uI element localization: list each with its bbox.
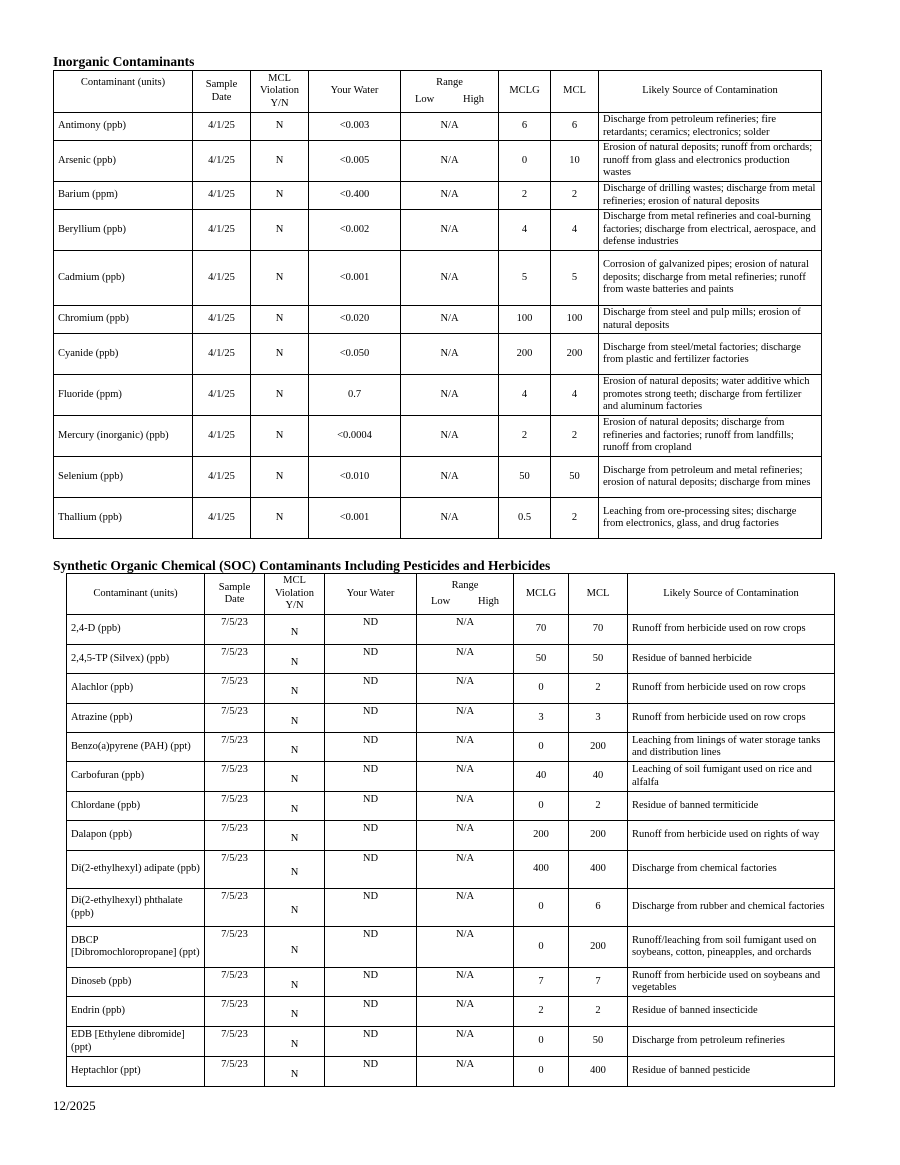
cell-sample-date: 7/5/23 [205, 645, 265, 674]
cell-your-water: ND [325, 733, 417, 762]
inorganic-contaminants-table [53, 70, 822, 539]
cell-source: Runoff from herbicide used on row crops [628, 674, 835, 704]
cell-mcl-violation: N [251, 457, 309, 498]
cell-your-water: <0.002 [309, 210, 401, 251]
table-header-row [67, 574, 835, 615]
cell-range: N/A [401, 334, 499, 375]
cell-mcl-violation: N [265, 733, 325, 762]
header-your-water: Your Water [325, 574, 417, 615]
cell-range: N/A [417, 733, 514, 762]
table-row [54, 334, 822, 375]
table-row [54, 457, 822, 498]
table-row [54, 210, 822, 251]
cell-source: Residue of banned pesticide [628, 1057, 835, 1087]
cell-mcl: 6 [551, 113, 599, 141]
header-mcl: MCL [551, 71, 599, 113]
cell-mcl: 3 [569, 704, 628, 733]
cell-mcl-violation: N [251, 416, 309, 457]
cell-mcl: 50 [551, 457, 599, 498]
cell-contaminant: Benzo(a)pyrene (PAH) (ppt) [67, 733, 205, 762]
cell-sample-date: 7/5/23 [205, 615, 265, 645]
cell-sample-date: 4/1/25 [193, 210, 251, 251]
cell-sample-date: 4/1/25 [193, 334, 251, 375]
cell-sample-date: 7/5/23 [205, 889, 265, 927]
cell-range: N/A [401, 416, 499, 457]
cell-sample-date: 7/5/23 [205, 997, 265, 1027]
cell-sample-date: 4/1/25 [193, 416, 251, 457]
cell-mclg: 0 [514, 792, 569, 821]
cell-range: N/A [417, 821, 514, 851]
range-low-label: Low [415, 93, 435, 105]
table-row [67, 733, 835, 762]
cell-mcl: 200 [569, 733, 628, 762]
cell-sample-date: 4/1/25 [193, 375, 251, 416]
cell-mcl-violation: N [251, 141, 309, 182]
cell-mcl: 4 [551, 210, 599, 251]
cell-mclg: 3 [514, 704, 569, 733]
cell-mcl: 50 [569, 1027, 628, 1057]
cell-sample-date: 4/1/25 [193, 182, 251, 210]
cell-contaminant: Cadmium (ppb) [54, 251, 193, 306]
cell-mclg: 0 [514, 1057, 569, 1087]
cell-sample-date: 4/1/25 [193, 141, 251, 182]
cell-your-water: ND [325, 997, 417, 1027]
cell-mcl-violation: N [251, 210, 309, 251]
cell-your-water: ND [325, 762, 417, 792]
cell-contaminant: Alachlor (ppb) [67, 674, 205, 704]
cell-mcl-violation: N [265, 762, 325, 792]
cell-your-water: <0.0004 [309, 416, 401, 457]
cell-source: Discharge from petroleum refineries [628, 1027, 835, 1057]
cell-contaminant: Selenium (ppb) [54, 457, 193, 498]
cell-contaminant: Carbofuran (ppb) [67, 762, 205, 792]
header-sample-date: Sample Date [193, 71, 251, 113]
cell-mcl-violation: N [265, 1057, 325, 1087]
range-label: Range [436, 77, 463, 88]
cell-source: Residue of banned herbicide [628, 645, 835, 674]
cell-source: Runoff from herbicide used on row crops [628, 615, 835, 645]
cell-mclg: 40 [514, 762, 569, 792]
inorganic-section-title: Inorganic Contaminants [53, 54, 195, 69]
cell-mcl-violation: N [265, 615, 325, 645]
cell-mcl-violation: N [251, 498, 309, 539]
cell-mcl: 70 [569, 615, 628, 645]
cell-mclg: 50 [514, 645, 569, 674]
cell-mcl: 2 [551, 416, 599, 457]
cell-source: Leaching from linings of water storage tanks and distribution lines [628, 733, 835, 762]
cell-mclg: 6 [499, 113, 551, 141]
cell-mcl-violation: N [265, 889, 325, 927]
cell-source: Discharge from steel and pulp mills; erosion of natural deposits [599, 306, 822, 334]
cell-range: N/A [417, 762, 514, 792]
cell-sample-date: 4/1/25 [193, 251, 251, 306]
cell-your-water: <0.020 [309, 306, 401, 334]
cell-sample-date: 7/5/23 [205, 927, 265, 968]
table-row [54, 416, 822, 457]
cell-contaminant: Beryllium (ppb) [54, 210, 193, 251]
cell-sample-date: 4/1/25 [193, 306, 251, 334]
cell-mclg: 100 [499, 306, 551, 334]
table-row [67, 889, 835, 927]
cell-sample-date: 4/1/25 [193, 498, 251, 539]
header-your-water: Your Water [309, 71, 401, 113]
table-row [54, 498, 822, 539]
cell-sample-date: 4/1/25 [193, 457, 251, 498]
table-row [67, 674, 835, 704]
cell-source: Residue of banned insecticide [628, 997, 835, 1027]
table-row [67, 1057, 835, 1087]
cell-mcl: 10 [551, 141, 599, 182]
soc-contaminants-table [66, 573, 835, 1087]
header-contaminant: Contaminant (units) [54, 71, 193, 113]
table-row [67, 997, 835, 1027]
cell-mcl: 2 [569, 997, 628, 1027]
cell-mclg: 0 [514, 927, 569, 968]
cell-range: N/A [401, 210, 499, 251]
cell-your-water: <0.003 [309, 113, 401, 141]
cell-source: Discharge from metal refineries and coal-burning factories; discharge from electrical, aerospace, and defense industries [599, 210, 822, 251]
soc-section-title: Synthetic Organic Chemical (SOC) Contaminants Including Pesticides and Herbicides [53, 558, 551, 573]
range-high-label: High [478, 596, 499, 607]
cell-contaminant: 2,4-D (ppb) [67, 615, 205, 645]
header-source: Likely Source of Contamination [628, 574, 835, 615]
cell-your-water: ND [325, 1027, 417, 1057]
table-row [54, 375, 822, 416]
header-sample-date: Sample Date [205, 574, 265, 615]
cell-mclg: 4 [499, 375, 551, 416]
cell-mcl-violation: N [265, 792, 325, 821]
cell-mclg: 0 [499, 141, 551, 182]
cell-range: N/A [401, 306, 499, 334]
cell-sample-date: 7/5/23 [205, 674, 265, 704]
cell-your-water: ND [325, 889, 417, 927]
cell-source: Erosion of natural deposits; water additive which promotes strong teeth; discharge from fertilizer and aluminum factories [599, 375, 822, 416]
table-row [67, 1027, 835, 1057]
header-mcl-violation: MCL Violation Y/N [265, 574, 325, 615]
cell-mcl: 2 [569, 674, 628, 704]
table-row [54, 182, 822, 210]
cell-mcl-violation: N [251, 375, 309, 416]
header-mclg: MCLG [514, 574, 569, 615]
table-row [67, 645, 835, 674]
cell-source: Residue of banned termiticide [628, 792, 835, 821]
cell-contaminant: 2,4,5-TP (Silvex) (ppb) [67, 645, 205, 674]
header-source: Likely Source of Contamination [599, 71, 822, 113]
cell-contaminant: Di(2-ethylhexyl) phthalate (ppb) [67, 889, 205, 927]
cell-range: N/A [401, 498, 499, 539]
table-row [67, 821, 835, 851]
cell-source: Leaching from ore-processing sites; discharge from electronics, glass, and drug factories [599, 498, 822, 539]
cell-mcl: 200 [551, 334, 599, 375]
cell-range: N/A [417, 889, 514, 927]
header-range [401, 71, 499, 113]
cell-sample-date: 7/5/23 [205, 704, 265, 733]
cell-source: Discharge from petroleum and metal refineries; erosion of natural deposits; discharge from mines [599, 457, 822, 498]
cell-range: N/A [417, 674, 514, 704]
cell-mcl-violation: N [251, 306, 309, 334]
cell-mcl-violation: N [265, 1027, 325, 1057]
cell-your-water: ND [325, 792, 417, 821]
cell-mcl-violation: N [251, 334, 309, 375]
header-range [417, 574, 514, 615]
header-mclg: MCLG [499, 71, 551, 113]
cell-mclg: 7 [514, 968, 569, 997]
cell-source: Corrosion of galvanized pipes; erosion of natural deposits; discharge from metal refineries; runoff from waste batteries and paints [599, 251, 822, 306]
cell-range: N/A [401, 113, 499, 141]
cell-mcl: 50 [569, 645, 628, 674]
cell-mcl: 4 [551, 375, 599, 416]
cell-mcl-violation: N [265, 851, 325, 889]
cell-sample-date: 7/5/23 [205, 733, 265, 762]
cell-source: Runoff from herbicide used on row crops [628, 704, 835, 733]
cell-contaminant: Endrin (ppb) [67, 997, 205, 1027]
cell-mclg: 0 [514, 889, 569, 927]
cell-range: N/A [417, 997, 514, 1027]
cell-mcl: 6 [569, 889, 628, 927]
cell-range: N/A [417, 968, 514, 997]
cell-mcl-violation: N [251, 251, 309, 306]
table-row [54, 251, 822, 306]
range-label: Range [451, 579, 479, 591]
table-row [67, 968, 835, 997]
cell-range: N/A [417, 1057, 514, 1087]
cell-mclg: 200 [514, 821, 569, 851]
cell-contaminant: Di(2-ethylhexyl) adipate (ppb) [67, 851, 205, 889]
cell-your-water: ND [325, 821, 417, 851]
cell-range: N/A [401, 141, 499, 182]
cell-mcl: 400 [569, 1057, 628, 1087]
cell-range: N/A [417, 645, 514, 674]
cell-contaminant: Dinoseb (ppb) [67, 968, 205, 997]
cell-mcl: 200 [569, 821, 628, 851]
cell-source: Discharge of drilling wastes; discharge from metal refineries; erosion of natural deposits [599, 182, 822, 210]
cell-your-water: ND [325, 645, 417, 674]
cell-range: N/A [417, 927, 514, 968]
cell-mclg: 200 [499, 334, 551, 375]
cell-mcl-violation: N [265, 645, 325, 674]
cell-mcl: 400 [569, 851, 628, 889]
table-row [54, 113, 822, 141]
cell-source: Runoff from herbicide used on rights of way [628, 821, 835, 851]
footer-date: 12/2025 [53, 1098, 96, 1113]
cell-mcl: 2 [569, 792, 628, 821]
cell-your-water: ND [325, 1057, 417, 1087]
cell-contaminant: Arsenic (ppb) [54, 141, 193, 182]
cell-range: N/A [401, 251, 499, 306]
cell-range: N/A [417, 704, 514, 733]
cell-sample-date: 4/1/25 [193, 113, 251, 141]
cell-mcl: 2 [551, 498, 599, 539]
cell-source: Runoff/leaching from soil fumigant used on soybeans, cotton, pineapples, and orchards [628, 927, 835, 968]
cell-range: N/A [417, 1027, 514, 1057]
table-header-row [54, 71, 822, 113]
cell-source: Discharge from chemical factories [628, 851, 835, 889]
cell-mcl-violation: N [265, 997, 325, 1027]
cell-mclg: 0 [514, 674, 569, 704]
cell-sample-date: 7/5/23 [205, 1027, 265, 1057]
cell-source: Leaching of soil fumigant used on rice and alfalfa [628, 762, 835, 792]
cell-mcl-violation: N [265, 968, 325, 997]
cell-contaminant: Heptachlor (ppt) [67, 1057, 205, 1087]
cell-mclg: 5 [499, 251, 551, 306]
cell-mcl: 40 [569, 762, 628, 792]
table-row [54, 141, 822, 182]
cell-mcl-violation: N [265, 674, 325, 704]
cell-contaminant: EDB [Ethylene dibromide] (ppt) [67, 1027, 205, 1057]
table-row [67, 792, 835, 821]
cell-mcl: 100 [551, 306, 599, 334]
header-contaminant: Contaminant (units) [67, 574, 205, 615]
cell-your-water: ND [325, 851, 417, 889]
table-row [67, 704, 835, 733]
cell-mcl-violation: N [265, 927, 325, 968]
cell-contaminant: Thallium (ppb) [54, 498, 193, 539]
cell-your-water: <0.005 [309, 141, 401, 182]
cell-mcl: 2 [551, 182, 599, 210]
cell-your-water: 0.7 [309, 375, 401, 416]
header-mcl: MCL [569, 574, 628, 615]
cell-contaminant: DBCP [Dibromochloropropane] (ppt) [67, 927, 205, 968]
cell-mclg: 70 [514, 615, 569, 645]
cell-your-water: <0.001 [309, 498, 401, 539]
cell-mcl: 7 [569, 968, 628, 997]
cell-contaminant: Barium (ppm) [54, 182, 193, 210]
cell-range: N/A [417, 851, 514, 889]
cell-mclg: 0 [514, 733, 569, 762]
cell-sample-date: 7/5/23 [205, 851, 265, 889]
table-row [67, 615, 835, 645]
cell-mcl: 200 [569, 927, 628, 968]
cell-contaminant: Fluoride (ppm) [54, 375, 193, 416]
cell-source: Runoff from herbicide used on soybeans and vegetables [628, 968, 835, 997]
cell-your-water: ND [325, 674, 417, 704]
table-row [67, 851, 835, 889]
cell-range: N/A [417, 792, 514, 821]
range-low-label: Low [431, 596, 451, 607]
cell-contaminant: Chlordane (ppb) [67, 792, 205, 821]
cell-your-water: <0.001 [309, 251, 401, 306]
cell-mclg: 4 [499, 210, 551, 251]
cell-source: Discharge from rubber and chemical factories [628, 889, 835, 927]
cell-contaminant: Dalapon (ppb) [67, 821, 205, 851]
cell-contaminant: Atrazine (ppb) [67, 704, 205, 733]
cell-sample-date: 7/5/23 [205, 762, 265, 792]
cell-sample-date: 7/5/23 [205, 1057, 265, 1087]
cell-your-water: <0.010 [309, 457, 401, 498]
cell-range: N/A [401, 457, 499, 498]
cell-mcl-violation: N [265, 821, 325, 851]
header-mcl-violation: MCL Violation Y/N [251, 71, 309, 113]
cell-range: N/A [401, 375, 499, 416]
table-row [54, 306, 822, 334]
cell-range: N/A [401, 182, 499, 210]
cell-sample-date: 7/5/23 [205, 968, 265, 997]
cell-range: N/A [417, 615, 514, 645]
cell-mclg: 50 [499, 457, 551, 498]
cell-sample-date: 7/5/23 [205, 792, 265, 821]
cell-mclg: 2 [499, 416, 551, 457]
cell-source: Discharge from steel/metal factories; discharge from plastic and fertilizer factories [599, 334, 822, 375]
cell-source: Discharge from petroleum refineries; fire retardants; ceramics; electronics; solder [599, 113, 822, 141]
table-row [67, 762, 835, 792]
cell-your-water: ND [325, 615, 417, 645]
cell-mclg: 0 [514, 1027, 569, 1057]
cell-source: Erosion of natural deposits; runoff from orchards; runoff from glass and electronics production wastes [599, 141, 822, 182]
cell-your-water: <0.400 [309, 182, 401, 210]
cell-contaminant: Mercury (inorganic) (ppb) [54, 416, 193, 457]
cell-mclg: 400 [514, 851, 569, 889]
cell-mclg: 0.5 [499, 498, 551, 539]
cell-source: Erosion of natural deposits; discharge from refineries and factories; runoff from landfills; runoff from cropland [599, 416, 822, 457]
cell-mcl: 5 [551, 251, 599, 306]
cell-mcl-violation: N [265, 704, 325, 733]
cell-sample-date: 7/5/23 [205, 821, 265, 851]
cell-mcl-violation: N [251, 182, 309, 210]
cell-mclg: 2 [499, 182, 551, 210]
cell-contaminant: Cyanide (ppb) [54, 334, 193, 375]
cell-mclg: 2 [514, 997, 569, 1027]
cell-contaminant: Chromium (ppb) [54, 306, 193, 334]
cell-contaminant: Antimony (ppb) [54, 113, 193, 141]
cell-your-water: ND [325, 704, 417, 733]
cell-your-water: <0.050 [309, 334, 401, 375]
range-high-label: High [463, 93, 484, 105]
cell-your-water: ND [325, 968, 417, 997]
table-row [67, 927, 835, 968]
cell-your-water: ND [325, 927, 417, 968]
cell-mcl-violation: N [251, 113, 309, 141]
